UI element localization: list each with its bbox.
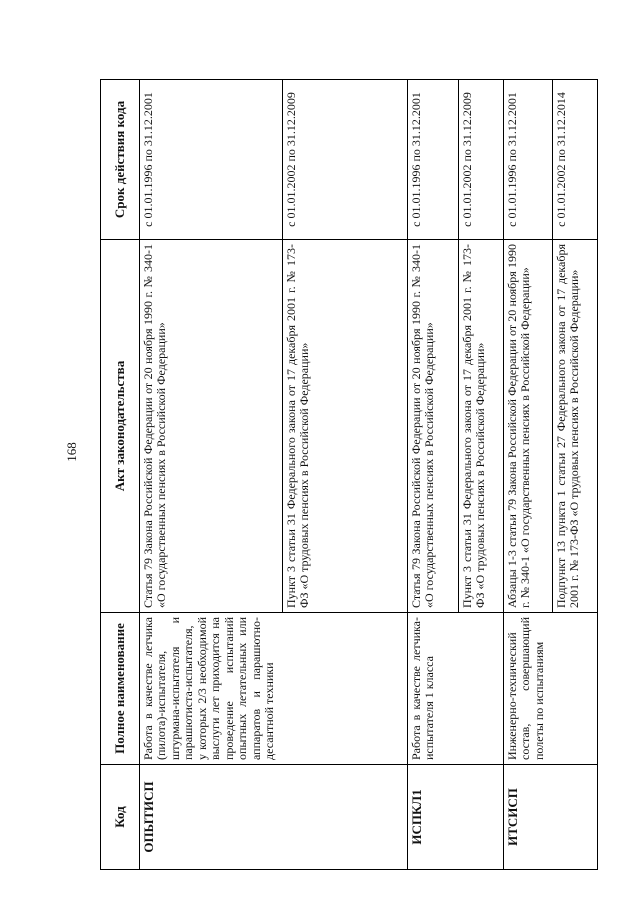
row-act: Статья 79 Закона Российской Федерации от 20 ноября 1990 г. № 340-1 «О государственных пенсиях в Российской Федерации» bbox=[408, 240, 459, 613]
table-header-row bbox=[101, 80, 140, 870]
row-act: Пункт 3 статьи 31 Федерального закона от 17 декабря 2001 г. № 173-ФЗ «О трудовых пенсиях в Российской Федерации» bbox=[283, 240, 408, 613]
row-term: с 01.01.1996 по 31.12.2001 bbox=[408, 80, 459, 240]
row-name: Работа в качестве летчика (пилота)-испытателя, штурмана-испытателя и парашютиста-испытателя, у которых 2/3 необходимой выслуги лет приходится на проведение испытаний опытных летательных или аппаратов и парашютно-десантной техники bbox=[140, 613, 408, 765]
header-act: Акт законодательства bbox=[101, 240, 140, 613]
row-act: Пункт 3 статьи 31 Федерального закона от 17 декабря 2001 г. № 173-ФЗ «О трудовых пенсиях в Российской Федерации» bbox=[459, 240, 504, 613]
row-code: ИСПКЛ1 bbox=[408, 765, 504, 870]
codes-table bbox=[100, 79, 598, 870]
row-name: Инженерно-технический состав, совершающий полеты по испытаниям bbox=[504, 613, 598, 765]
row-term: с 01.01.1996 по 31.12.2001 bbox=[504, 80, 553, 240]
page-number: 168 bbox=[64, 442, 79, 462]
row-code: ОПЫТИСП bbox=[140, 765, 408, 870]
table-row bbox=[408, 80, 459, 870]
row-term: с 01.01.1996 по 31.12.2001 bbox=[140, 80, 283, 240]
table-row bbox=[504, 80, 553, 870]
row-term: с 01.01.2002 по 31.12.2014 bbox=[553, 80, 598, 240]
table-row bbox=[140, 80, 283, 870]
row-act: Подпункт 13 пункта 1 статьи 27 Федерального закона от 17 декабря 2001 г. № 173-ФЗ «О трудовых пенсиях в Российской Федерации» bbox=[553, 240, 598, 613]
row-act: Статья 79 Закона Российской Федерации от 20 ноября 1990 г. № 340-1 «О государственных пенсиях в Российской Федерации» bbox=[140, 240, 283, 613]
row-name: Работа в качестве летчика-испытателя 1 класса bbox=[408, 613, 504, 765]
row-term: с 01.01.2002 по 31.12.2009 bbox=[459, 80, 504, 240]
row-code: ИТСИСП bbox=[504, 765, 598, 870]
row-term: с 01.01.2002 по 31.12.2009 bbox=[283, 80, 408, 240]
header-name: Полное наименование bbox=[101, 613, 140, 765]
header-code: Код bbox=[101, 765, 140, 870]
header-term: Срок действия кода bbox=[101, 80, 140, 240]
row-act: Абзацы 1-3 статьи 79 Закона Российской Федерации от 20 ноября 1990 г. № 340-1 «О государственных пенсиях в Российской Федерации» bbox=[504, 240, 553, 613]
